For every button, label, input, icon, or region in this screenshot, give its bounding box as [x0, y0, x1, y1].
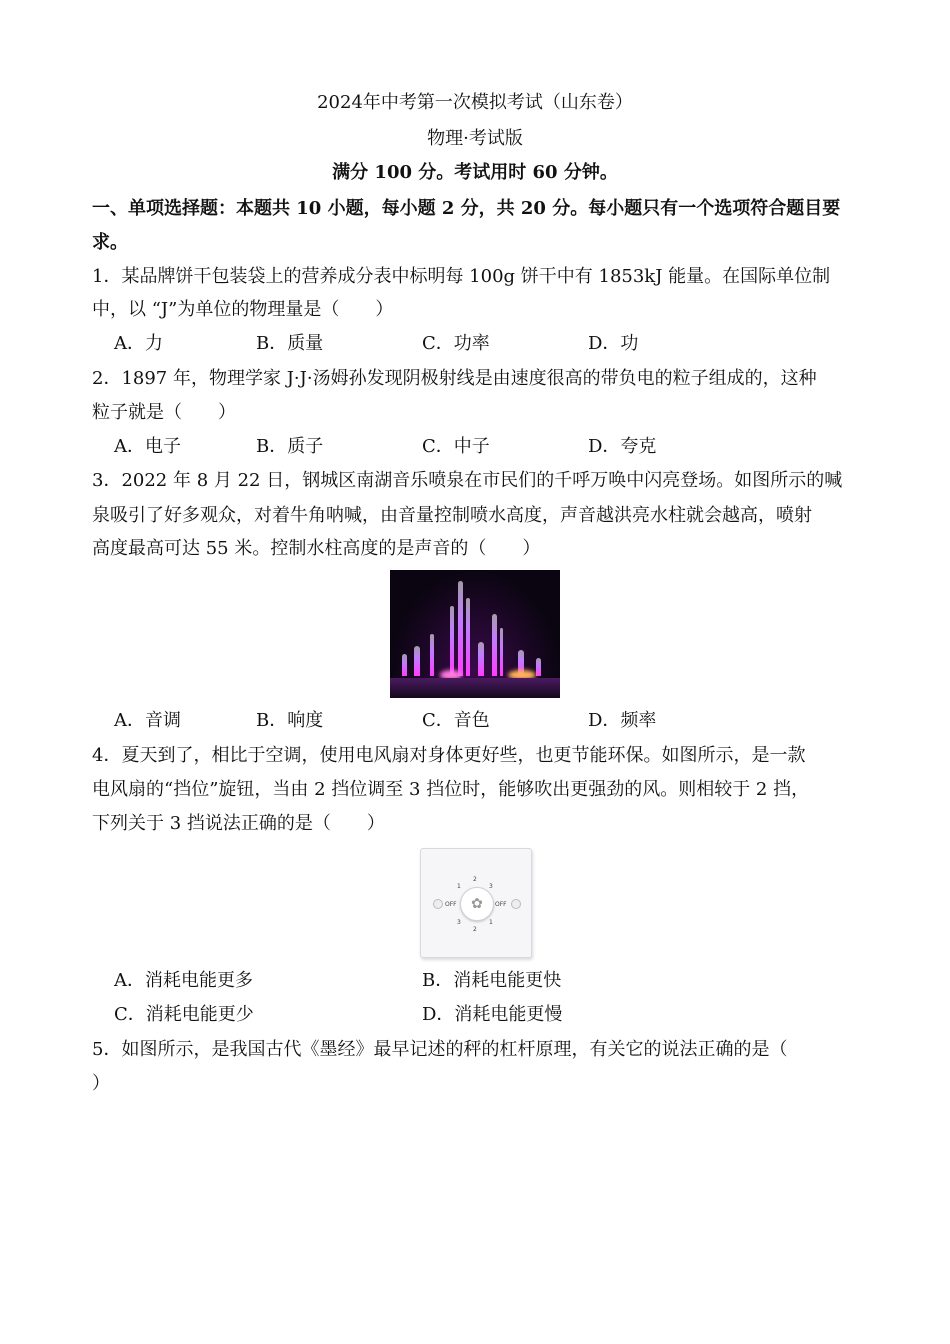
q3-option-d: D．频率: [588, 710, 657, 731]
switch-label-1: 1: [489, 919, 493, 926]
section-heading-line1: 一、单项选择题：本题共 10 小题，每小题 2 分，共 20 分。每小题只有一个选项符合题目要: [92, 198, 841, 219]
q1-option-b: B．质量: [256, 333, 324, 354]
fountain-photo: [390, 570, 560, 698]
switch-label-off: OFF: [495, 901, 507, 908]
q1-option-c: C．功率: [422, 333, 490, 354]
q3-option-c: C．音色: [422, 710, 490, 731]
switch-label-2: 2: [473, 926, 477, 933]
q4-option-a: A．消耗电能更多: [114, 970, 253, 991]
exam-info: 满分 100 分。考试用时 60 分钟。: [332, 162, 618, 183]
fan-switch-photo: [420, 848, 532, 958]
q2-option-c: C．中子: [422, 436, 490, 457]
question-3-line3: 高度最高可达 55 米。控制水柱高度的是声音的（ ）: [92, 538, 541, 559]
q3-option-b: B．响度: [256, 710, 324, 731]
question-3-line1: 3．2022 年 8 月 22 日，钢城区南湖音乐喷泉在市民们的千呼万唤中闪亮登场。如图所示的喊: [92, 470, 843, 491]
question-2-line2: 粒子就是（ ）: [92, 402, 236, 423]
exam-subtitle: 物理·考试版: [427, 128, 523, 149]
switch-label-2: 2: [473, 876, 477, 883]
switch-label-1: 1: [457, 883, 461, 890]
switch-label-3: 3: [457, 919, 461, 926]
screw-hole-icon: [511, 899, 521, 909]
q1-option-d: D．功: [588, 333, 639, 354]
question-5-line1: 5．如图所示，是我国古代《墨经》最早记述的秤的杠杆原理，有关它的说法正确的是（: [92, 1039, 788, 1060]
fan-icon: ✿: [460, 887, 494, 921]
exam-title: 2024年中考第一次模拟考试（山东卷）: [317, 92, 633, 113]
question-2-line1: 2．1897 年，物理学家 J·J·汤姆孙发现阴极射线是由速度很高的带负电的粒子组成的，这种: [92, 368, 817, 389]
question-1-line2: 中，以 “J”为单位的物理量是（ ）: [92, 299, 394, 320]
screw-hole-icon: [433, 899, 443, 909]
question-4-line2: 电风扇的“挡位”旋钮，当由 2 挡位调至 3 挡位时，能够吹出更强劲的风。则相较于 2 挡，: [92, 779, 810, 800]
q4-option-d: D．消耗电能更慢: [422, 1004, 563, 1025]
q2-option-d: D．夸克: [588, 436, 657, 457]
section-heading-line2: 求。: [92, 232, 128, 253]
switch-label-3: 3: [489, 883, 493, 890]
q4-option-c: C．消耗电能更少: [114, 1004, 254, 1025]
q2-option-a: A．电子: [114, 436, 181, 457]
switch-label-off: OFF: [445, 901, 457, 908]
question-3-line2: 泉吸引了好多观众，对着牛角呐喊，由音量控制喷水高度，声音越洪亮水柱就会越高，喷射: [92, 505, 812, 526]
question-4-line1: 4．夏天到了，相比于空调，使用电风扇对身体更好些，也更节能环保。如图所示，是一款: [92, 745, 806, 766]
question-4-line3: 下列关于 3 挡说法正确的是（ ）: [92, 813, 385, 834]
q2-option-b: B．质子: [256, 436, 324, 457]
q3-option-a: A．音调: [114, 710, 181, 731]
q4-option-b: B．消耗电能更快: [422, 970, 562, 991]
q1-option-a: A．力: [114, 333, 163, 354]
question-5-line2: ）: [92, 1073, 110, 1094]
question-1-line1: 1．某品牌饼干包装袋上的营养成分表中标明每 100g 饼干中有 1853kJ 能量。在国际单位制: [92, 266, 831, 287]
